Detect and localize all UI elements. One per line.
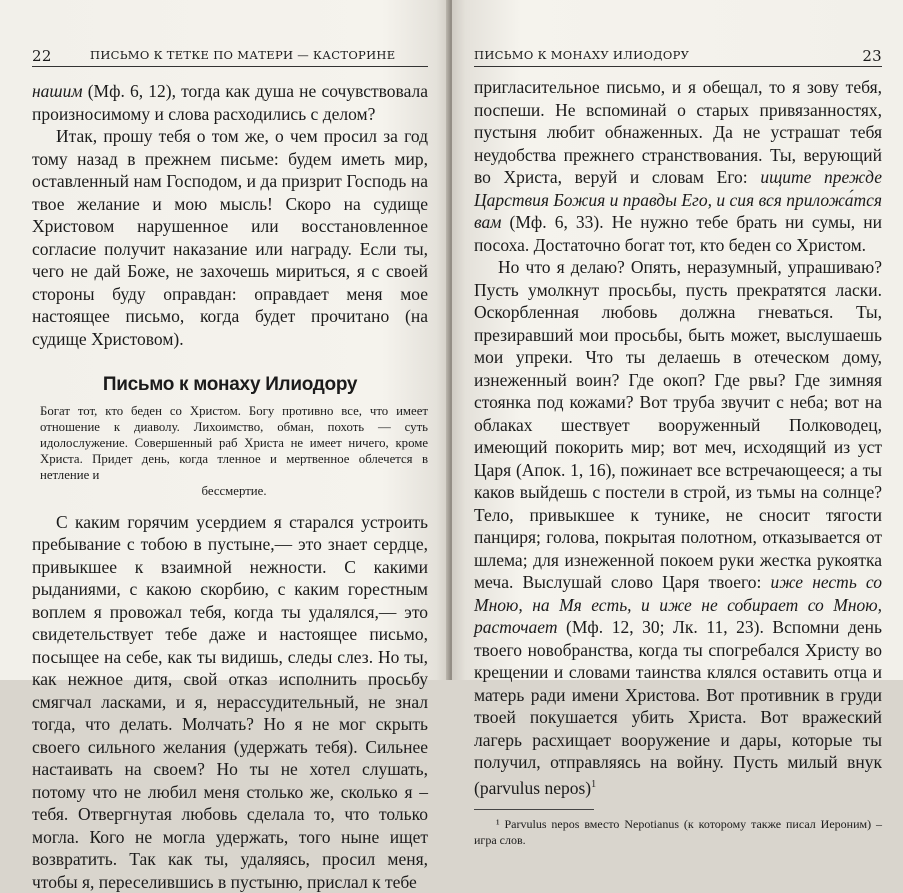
left-paragraph-1-italic: нашим bbox=[32, 81, 83, 101]
left-page-header bbox=[32, 44, 428, 67]
right-page-header bbox=[474, 44, 882, 67]
left-paragraph-2: Итак, прошу тебя о том же, о чем просил за год тому назад в прежнем письме: будем иметь мир, оставленный нам Господом, и да призрит Господь на твое желание и мою мысль! Скоро на судище Христовом нарушенное или восстановленное согласие получит наказание или награду. Если ты, чего не дай Боже, не захочешь мириться, я с своей стороны буду оправдан: оправдает меня мое настоящее письмо, когда будет прочитано (на судище Христовом). bbox=[32, 125, 428, 350]
footnote: ¹ Parvulus nepos вместо Nepotianus (к которому также писал Иероним) – игра слов. bbox=[474, 816, 882, 848]
footnote-rule bbox=[474, 809, 594, 810]
right-paragraph-1-text-b: (Мф. 6, 33). Не нужно тебе брать ни сумы, ни посоха. Достаточно богат тот, кто беден со Христом. bbox=[474, 212, 882, 255]
epigraph-last-line: бессмертие. bbox=[40, 483, 428, 499]
left-paragraph-1-text: (Мф. 6, 12), тогда как душа не сочувствовала произносимому и слова расходились с делом? bbox=[32, 81, 428, 124]
left-page-number: 22 bbox=[32, 47, 52, 65]
left-running-head: ПИСЬМО К ТЕТКЕ ПО МАТЕРИ — КАСТОРИНЕ bbox=[90, 48, 395, 62]
left-paragraph-1 bbox=[32, 80, 428, 125]
right-page bbox=[452, 0, 903, 680]
right-paragraph-2 bbox=[474, 256, 882, 799]
left-paragraph-3: С каким горячим усердием я старался устроить пребывание с тобою в пустыне,— это знает сердце, привыкшее к взаимной нежности. С какими рыданиями, с какою скорбию, с каким горестным воплем я провожал тебя, когда ты удалялся,— это свидетельствует тебе даже и настоящее письмо, посыщее на себе, как ты видишь, следы слез. Но ты, как нежное дитя, свой отказ исполнить просьбу смягчал ласками, и я, нерассудительный, не знал тогда, что делать. Молчать? Но я не мог скрыть своего сильного желания (удержать тебя). Сильнее настаивать на своем? Но ты не хотел слушать, потому что не любил меня столько же, сколько я – тебя. Отвергнутая любовь сделала то, что только могла. Кого не могла удержать, того ныне ищет возвратить. Так как ты, удаляясь, просил меня, чтобы я, переселившись в пустыню, прислал к тебе bbox=[32, 511, 428, 893]
right-paragraph-2-text-a: Но что я делаю? Опять, неразумный, упрашиваю? Пусть умолкнут просьбы, пусть прекратятся ласки. Оскорбленная любовь должна гневаться. Ты, презиравший мои просьбы, быть может, выслушаешь мои упреки. Что ты делаешь в отеческом дому, изнеженный воин? Где окоп? Где рвы? Где зимняя стоянка под кожами? Вот труба звучит с неба; вот на облаках шествует вооруженный Полководец, имеющий покорить мир; вот меч, исходящий из уст Царя (Апок. 1, 16), пожинает все встречающееся; а ты каков выйдешь с постели в строй, из тьмы на солнце? Тело, привыкшее к тунике, не сносит тягости панциря; голова, покрытая полотном, отказывается от шлема; для изнеженной покоем руки жестка рукоятка меча. Выслушай слово Царя твоего: bbox=[474, 257, 882, 592]
right-paragraph-1 bbox=[474, 76, 882, 256]
right-paragraph-1-text-a: пригласительное письмо, и я обещал, то я зову тебя, поспеши. Не вспоминай о старых привязанностях, пустыня любит обнаженных. Да не устрашат тебя неудобства прежнего странствования. Ты, верующий во Христа, веруй и словам Его: bbox=[474, 77, 882, 187]
right-paragraph-2-text-b: (Мф. 12, 30; Лк. 11, 23). Вспомни день твоего новобранства, когда ты спогребался Христу во крещении и словами таинства клялся оставить отца и матерь ради имени Христова. Вот противник в груди твоей покушается убить Христа. Вот вражеский лагерь расхищает вооружение и дары, которые ты получил, отправляясь на войну. Пусть милый внук (parvulus nepos) bbox=[474, 617, 882, 797]
letter-epigraph bbox=[40, 403, 428, 499]
letter-heading: Письмо к монаху Илиодору bbox=[32, 374, 428, 397]
right-page-number: 23 bbox=[862, 47, 882, 65]
right-page-body bbox=[474, 76, 882, 848]
right-paragraph-2-quote: иже несть со Мною, на Мя есть, и иже не собирает со Мною, расточает bbox=[474, 572, 882, 637]
epigraph-text: Богат тот, кто беден со Христом. Богу противно все, что имеет отношение к диаволу. Лихоимство, обман, похоть — суть идолослужение. Совершенный раб Христа не имеет ничего, кроме Христа. Придет день, когда тленное и мертвенное облечется в нетление и bbox=[40, 403, 428, 483]
right-paragraph-1-quote: ищите прежде Царствия Божия и правды Его, и сия вся приложа́тся вам bbox=[474, 167, 882, 232]
right-running-head: ПИСЬМО К МОНАХУ ИЛИОДОРУ bbox=[474, 48, 689, 62]
left-page-body bbox=[32, 80, 428, 893]
left-page bbox=[0, 0, 450, 680]
footnote-marker: 1 bbox=[591, 779, 596, 790]
